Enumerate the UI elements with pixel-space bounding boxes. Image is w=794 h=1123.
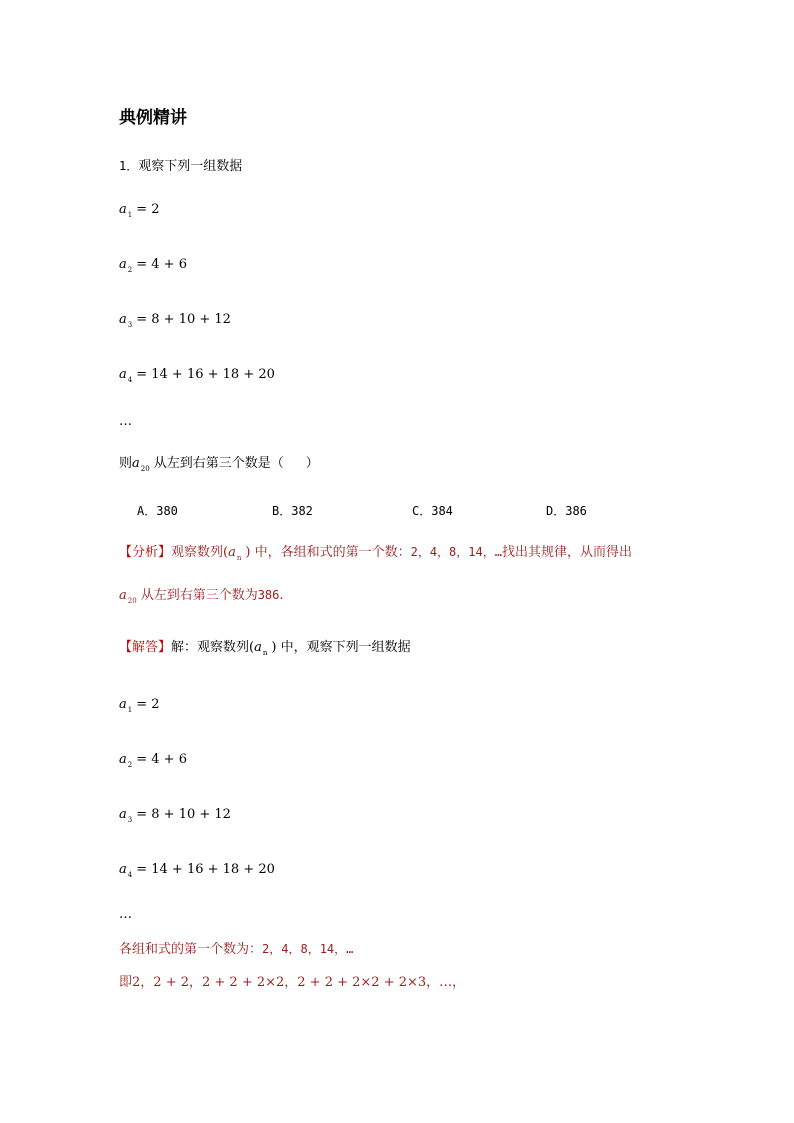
answer-equation-4: $a_4 = 14 + 16 + 18 + 20$ xyxy=(119,862,275,879)
answer-ellipsis: … xyxy=(119,907,132,922)
answer-options xyxy=(137,502,697,518)
ellipsis: … xyxy=(119,414,132,429)
equation-2: $a_2 = 4 + 6$ xyxy=(119,257,187,274)
option-a[interactable]: A．380 xyxy=(137,504,178,518)
question-number: 1． xyxy=(119,159,139,173)
section-title: 典例精讲 xyxy=(119,108,187,128)
analysis-tag: 【分析】 xyxy=(119,545,172,560)
option-d[interactable]: D．386 xyxy=(546,504,587,518)
answer-tag: 【解答】 xyxy=(119,640,172,655)
answer-equation-2: $a_2 = 4 + 6$ xyxy=(119,752,187,769)
equation-3: $a_3 = 8 + 10 + 12$ xyxy=(119,312,231,329)
answer-equation-3: $a_3 = 8 + 10 + 12$ xyxy=(119,807,231,824)
question-intro xyxy=(119,158,242,175)
analysis-line-1: 【分析】观察数列($a_n$ ) 中，各组和式的第一个数：2，4，8，14，…找出其规律，从而得出 xyxy=(119,545,632,562)
analysis-line-2: $a_{20}$ 从左到右第三个数为386. xyxy=(119,588,284,605)
answer-line-1: 【解答】解：观察数列($a_n$ ) 中，观察下列一组数据 xyxy=(119,640,411,657)
question-ask: 则$a_{20}$ 从左到右第三个数是（ ） xyxy=(119,456,319,473)
equation-1: $a_1 = 2$ xyxy=(119,202,160,219)
equation-4: $a_4 = 14 + 16 + 18 + 20$ xyxy=(119,367,275,384)
answer-first-numbers: 各组和式的第一个数为：2，4，8，14，… xyxy=(119,942,354,957)
answer-equation-1: $a_1 = 2$ xyxy=(119,697,160,714)
question-intro-text: 观察下列一组数据 xyxy=(138,159,243,174)
option-b[interactable]: B．382 xyxy=(272,504,313,518)
option-c[interactable]: C．384 xyxy=(412,504,453,518)
answer-expression: 即2，2 + 2，2 + 2 + 2×2，2 + 2 + 2×2 + 2×3，…， xyxy=(119,975,466,990)
